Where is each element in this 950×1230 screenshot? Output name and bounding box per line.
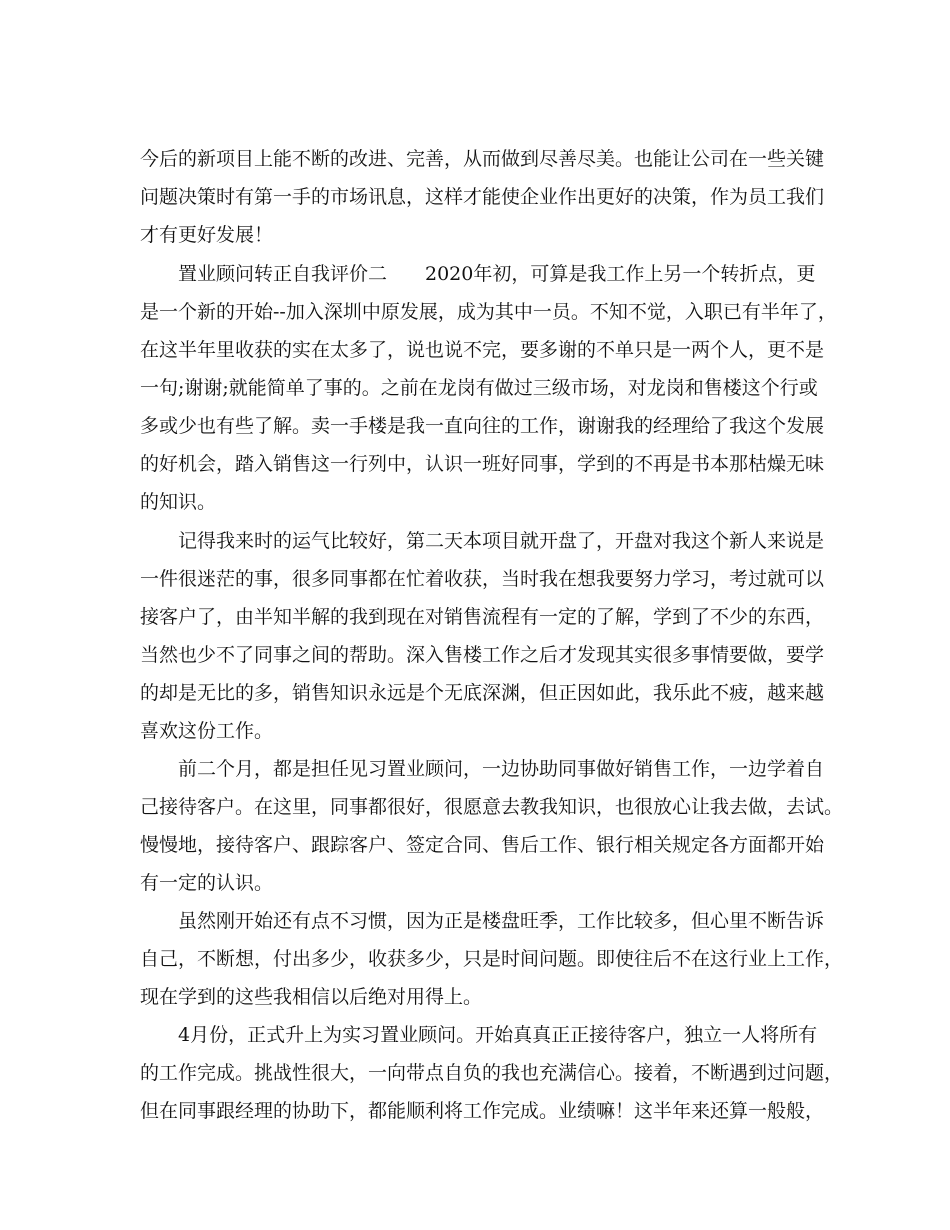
text-line: 才有更好发展！ [140, 224, 274, 246]
text-line: 的工作完成。挑战性很大，一向带点自负的我也充满信心。接着，不断遇到过问题， [140, 1062, 844, 1084]
text-line: 当然也少不了同事之间的帮助。深入售楼工作之后才发现其实很多事情要做，要学 [140, 644, 825, 666]
text-line: 慢慢地，接待客户、跟踪客户、签定合同、售后工作、银行相关规定各方面都开始 [140, 834, 825, 856]
text-line: 问题决策时有第一手的市场讯息，这样才能使企业作出更好的决策，作为员工我们 [140, 186, 825, 208]
text-line: 接客户了，由半知半解的我到现在对销售流程有一定的了解，学到了不少的东西， [140, 606, 825, 628]
text-line: 的知识。 [140, 491, 217, 513]
text-line: 多或少也有些了解。卖一手楼是我一直向往的工作，谢谢我的经理给了我这个发展 [140, 415, 825, 437]
text-line: 但在同事跟经理的协助下，都能顺利将工作完成。业绩嘛！这半年来还算一般般， [140, 1100, 825, 1122]
text-line: 今后的新项目上能不断的改进、完善，从而做到尽善尽美。也能让公司在一些关键 [140, 148, 825, 170]
text-line: 记得我来时的运气比较好，第二天本项目就开盘了，开盘对我这个新人来说是 [178, 530, 825, 552]
text-line: 己接待客户。在这里，同事都很好，很愿意去教我知识，也很放心让我去做，去试。 [140, 796, 844, 818]
text-line: 自己，不断想，付出多少，收获多少，只是时间问题。即使往后不在这行业上工作， [140, 948, 844, 970]
text-line: 虽然刚开始还有点不习惯，因为正是楼盘旺季，工作比较多，但心里不断告诉 [178, 910, 825, 932]
text-line: 一句;谢谢;就能简单了事的。之前在龙岗有做过三级市场，对龙岗和售楼这个行或 [140, 377, 818, 399]
text-line: 有一定的认识。 [140, 872, 274, 894]
text-line: 一件很迷茫的事，很多同事都在忙着收获，当时我在想我要努力学习，考过就可以 [140, 568, 825, 590]
text-line: 在这半年里收获的实在太多了，说也说不完，要多谢的不单只是一两个人，更不是 [140, 339, 825, 361]
text-line: 喜欢这份工作。 [140, 720, 274, 742]
text-line: 前二个月，都是担任见习置业顾问，一边协助同事做好销售工作，一边学着自 [178, 758, 825, 780]
text-line: 的好机会，踏入销售这一行列中，认识一班好同事，学到的不再是书本那枯燥无味 [140, 453, 825, 475]
text-line: 4月份，正式升上为实习置业顾问。开始真真正正接待客户，独立一人将所有 [178, 1024, 818, 1046]
text-line: 是一个新的开始--加入深圳中原发展，成为其中一员。不知不觉，入职已有半年了， [140, 301, 837, 323]
text-line: 的却是无比的多，销售知识永远是个无底深渊，但正因如此，我乐此不疲，越来越 [140, 682, 825, 704]
text-line: 置业顾问转正自我评价二 2020年初，可算是我工作上另一个转折点，更 [178, 263, 816, 285]
text-line: 现在学到的这些我相信以后绝对用得上。 [140, 986, 483, 1008]
